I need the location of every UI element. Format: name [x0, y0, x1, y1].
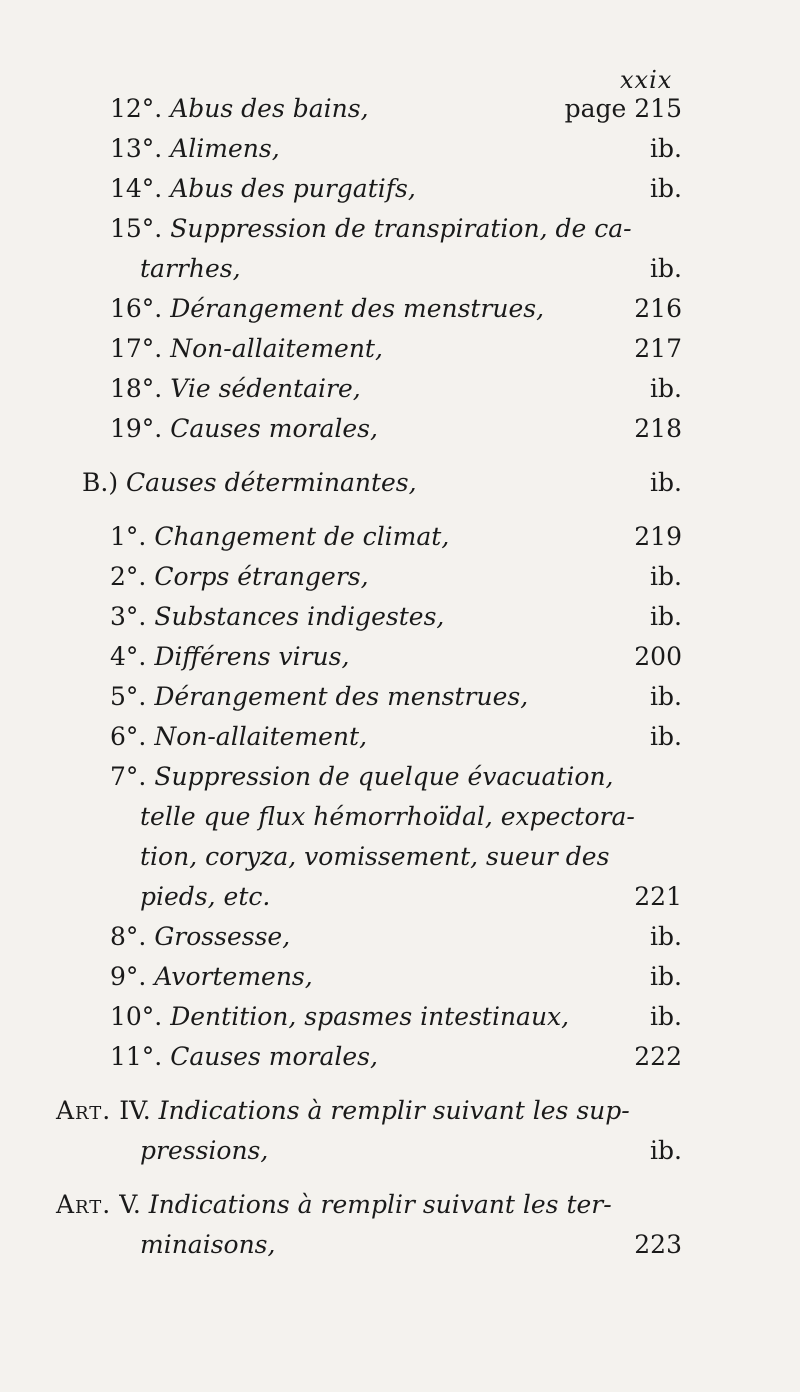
article-roman: IV.: [119, 1096, 151, 1125]
entry-number: 6°.: [110, 722, 147, 751]
entry-page: ib.: [650, 254, 682, 283]
entry-number: 7°.: [110, 762, 147, 791]
entry-page: 217: [634, 334, 682, 363]
entry-number: 9°.: [110, 962, 147, 991]
entry-text: Non-allaitement: [170, 334, 375, 363]
entry-text: Abus des purgatifs: [170, 174, 408, 203]
entry-number: 16°.: [110, 294, 163, 323]
entry-text: Substances indigestes: [154, 602, 437, 631]
entry-page: 200: [634, 642, 682, 671]
entry-page: ib.: [650, 722, 682, 751]
article-heading: [56, 1190, 612, 1220]
entry-number: 14°.: [110, 174, 163, 203]
entry-text: Avortemens: [154, 962, 305, 991]
entry-number: 15°.: [110, 214, 163, 243]
list-item: 14°. Abus des purgatifs,: [110, 174, 416, 203]
section-page: ib.: [650, 468, 682, 497]
entry-page: ib.: [650, 962, 682, 991]
list-item-continuation: [140, 882, 270, 912]
entry-page: 222: [634, 1042, 682, 1071]
list-item: 17°. Non-allaitement,: [110, 334, 383, 363]
list-item: [110, 214, 632, 244]
entry-text: Dentition, spasmes intestinaux: [170, 1002, 562, 1031]
article-heading: [56, 1096, 630, 1126]
running-head: xxix: [620, 66, 673, 94]
article-page: 223: [634, 1230, 682, 1259]
entry-number: 18°.: [110, 374, 163, 403]
article-title: pressions: [140, 1136, 261, 1165]
entry-text: Changement de climat: [154, 522, 442, 551]
entry-page: ib.: [650, 174, 682, 203]
entry-page: ib.: [650, 562, 682, 591]
section-title: Causes déterminantes: [126, 468, 409, 497]
article-title: Indications à remplir suivant les sup-: [158, 1096, 630, 1125]
entry-page: 216: [634, 294, 682, 323]
list-item: 4°. Différens virus,: [110, 642, 350, 671]
entry-text: Vie sédentaire: [170, 374, 353, 403]
entry-text: Suppression de quelque évacuation,: [154, 762, 614, 791]
list-item: 3°. Substances indigestes,: [110, 602, 445, 631]
entry-text: Causes morales: [170, 414, 370, 443]
entry-text: Abus des bains: [170, 94, 361, 123]
entry-page: page 215: [564, 94, 682, 123]
article-heading-continuation: pressions,: [140, 1136, 269, 1165]
entry-number: 12°.: [110, 94, 163, 123]
entry-number: 5°.: [110, 682, 147, 711]
list-item: 5°. Dérangement des menstrues,: [110, 682, 529, 711]
list-item: 8°. Grossesse,: [110, 922, 291, 951]
entry-page: 218: [634, 414, 682, 443]
entry-page: ib.: [650, 682, 682, 711]
list-item: 11°. Causes morales,: [110, 1042, 378, 1071]
entry-text: tarrhes: [140, 254, 233, 283]
entry-page: ib.: [650, 1002, 682, 1031]
entry-page: 221: [634, 882, 682, 911]
entry-text: Suppression de transpiration, de ca-: [170, 214, 632, 243]
article-heading-continuation: minaisons,: [140, 1230, 276, 1259]
list-item: 10°. Dentition, spasmes intestinaux,: [110, 1002, 570, 1031]
entry-number: 13°.: [110, 134, 163, 163]
article-title: Indications à remplir suivant les ter-: [148, 1190, 612, 1219]
list-item: 19°. Causes morales,: [110, 414, 378, 443]
entry-text: Alimens: [170, 134, 272, 163]
list-item-continuation: [140, 842, 609, 872]
entry-text: Différens virus: [154, 642, 342, 671]
entry-page: ib.: [650, 922, 682, 951]
entry-number: 2°.: [110, 562, 147, 591]
list-item: 12°. Abus des bains,: [110, 94, 369, 123]
entry-page: 219: [634, 522, 682, 551]
entry-text: telle que flux hémorrhoïdal, expectora-: [140, 802, 635, 831]
section-heading: B.) Causes déterminantes,: [82, 468, 417, 497]
list-item: 9°. Avortemens,: [110, 962, 313, 991]
article-page: ib.: [650, 1136, 682, 1165]
article-title: minaisons: [140, 1230, 268, 1259]
entry-page: ib.: [650, 374, 682, 403]
list-item: 18°. Vie sédentaire,: [110, 374, 361, 403]
entry-text: Corps étrangers: [154, 562, 361, 591]
entry-number: 11°.: [110, 1042, 163, 1071]
list-item: 13°. Alimens,: [110, 134, 280, 163]
entry-number: 1°.: [110, 522, 147, 551]
entry-text: Grossesse: [154, 922, 283, 951]
list-item-continuation: tarrhes,: [140, 254, 241, 283]
entry-text: Dérangement des menstrues: [154, 682, 521, 711]
list-item: 6°. Non-allaitement,: [110, 722, 368, 751]
entry-number: 10°.: [110, 1002, 163, 1031]
entry-number: 8°.: [110, 922, 147, 951]
entry-number: 4°.: [110, 642, 147, 671]
entry-page: ib.: [650, 602, 682, 631]
list-item: 1°. Changement de climat,: [110, 522, 450, 551]
entry-text: Non-allaitement: [154, 722, 360, 751]
entry-number: 3°.: [110, 602, 147, 631]
entry-number: 19°.: [110, 414, 163, 443]
entry-page: ib.: [650, 134, 682, 163]
section-label: B.): [82, 468, 119, 497]
list-item: 2°. Corps étrangers,: [110, 562, 369, 591]
list-item: 16°. Dérangement des menstrues,: [110, 294, 545, 323]
entry-text: pieds, etc.: [140, 882, 271, 911]
entry-text: Causes morales: [170, 1042, 370, 1071]
entry-text: tion, coryza, vomissement, sueur des: [140, 842, 610, 871]
entry-number: 17°.: [110, 334, 163, 363]
list-item-continuation: [140, 802, 635, 832]
article-label: Art.: [56, 1096, 112, 1125]
list-item: [110, 762, 614, 792]
entry-text: Dérangement des menstrues: [170, 294, 537, 323]
article-label: Art.: [56, 1190, 112, 1219]
article-roman: V.: [119, 1190, 141, 1219]
